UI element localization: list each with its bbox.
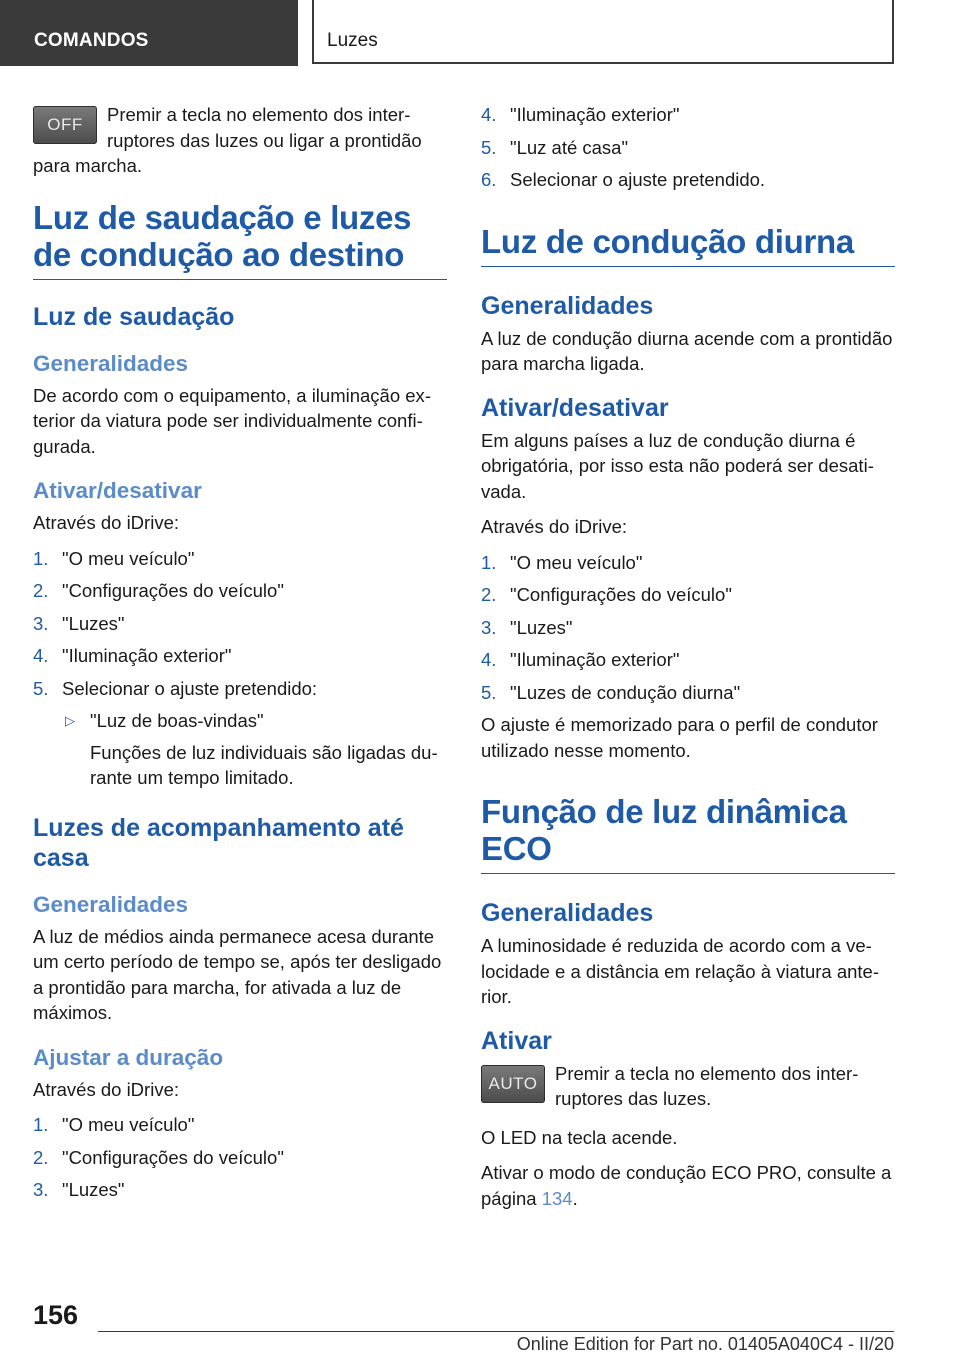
- list-item: 4. "Iluminação exterior": [33, 645, 232, 666]
- steps-list-1: [33, 546, 447, 702]
- list-item: 5. "Luzes de condução diurna": [481, 681, 741, 703]
- heading-toggle-1: Ativar/desativar: [33, 478, 202, 503]
- right-column: [481, 102, 895, 1221]
- list-item: 2. "Configurações do veículo": [33, 1146, 284, 1168]
- paragraph-led: O LED na tecla acende.: [481, 1126, 678, 1148]
- heading-activate: Ativar: [481, 1026, 552, 1055]
- sub-item-description: Funções de luz individuais são ligadas durante um tempo limitado.: [90, 741, 438, 788]
- list-item: 1. "O meu veículo": [33, 547, 195, 569]
- section-title: COMANDOS: [0, 0, 298, 66]
- auto-key-instruction: [481, 1061, 895, 1117]
- heading-eco-light: Função de luz dinâmica ECO: [481, 793, 895, 874]
- sub-list-item: ▷ "Luz de boas-vindas": [33, 708, 447, 734]
- paragraph-idrive-1: Através do iDrive:: [33, 512, 179, 533]
- off-key-text: Premir a tecla no elemento dos interruptores das luzes ou ligar a prontidão para marcha.: [33, 104, 422, 176]
- list-item: 5. "Luz até casa": [481, 136, 629, 158]
- list-item: 2. "Configurações do veículo": [481, 584, 732, 605]
- list-item: 4. "Iluminação exterior": [481, 649, 680, 670]
- off-key-icon: OFF: [33, 106, 97, 144]
- heading-general-1: Generalidades: [33, 350, 189, 376]
- heading-welcome-light: Luz de saudação e luzes de condução ao destino: [33, 199, 447, 280]
- list-item: 3. "Luzes": [481, 616, 573, 638]
- paragraph-general-4: A luminosidade é reduzida de acordo com a velocidade e a distância em relação à viatura anterior.: [481, 935, 879, 1007]
- left-column: [33, 102, 447, 1210]
- list-item: 6. Selecionar o ajuste pretendido.: [481, 169, 766, 190]
- list-item: 1. "O meu veículo": [33, 1114, 195, 1135]
- heading-follow-me-home: Luzes de acompanhamento até casa: [33, 813, 404, 872]
- steps-list-continued: [481, 102, 895, 193]
- chapter-title: Luzes: [312, 0, 894, 64]
- paragraph-memorized: O ajuste é memorizado para o perfil de condutor utilizado nesse momento.: [481, 714, 878, 761]
- steps-list-2: [33, 1112, 447, 1203]
- heading-general-3: Generalidades: [481, 291, 654, 320]
- page-number: 156: [33, 1300, 79, 1330]
- paragraph-idrive-3: Através do iDrive:: [481, 516, 627, 537]
- steps-list-3: [481, 550, 895, 706]
- auto-key-icon: AUTO: [481, 1065, 545, 1103]
- paragraph-general-2: A luz de médios ainda permanece acesa durante um certo período de tempo se, após ter desligado a prontidão para marcha, for ativada a luz de máximos.: [33, 925, 442, 1023]
- footer-divider: [98, 1331, 894, 1332]
- list-item: 1. "O meu veículo": [481, 551, 643, 573]
- heading-welcome: Luz de saudação: [33, 302, 235, 331]
- list-item: 4. "Iluminação exterior": [481, 104, 680, 125]
- triangle-bullet-icon: ▷: [65, 713, 75, 728]
- list-item: 3. "Luzes": [33, 612, 125, 634]
- heading-general-4: Generalidades: [481, 899, 654, 927]
- heading-toggle-2: Ativar/desativar: [481, 393, 669, 422]
- paragraph-mandatory: Em alguns países a luz de condução diurna é obrigatória, por isso esta não poderá ser desativada.: [481, 429, 874, 502]
- off-key-instruction: [33, 102, 447, 179]
- auto-key-text: Premir a tecla no elemento dos interruptores das luzes.: [555, 1062, 859, 1109]
- list-item: 2. "Configurações do veículo": [33, 580, 284, 601]
- heading-general-2: Generalidades: [33, 891, 189, 917]
- heading-daytime-running-light: Luz de condução diurna: [481, 223, 895, 267]
- page-header: [0, 0, 960, 66]
- heading-duration: Ajustar a duração: [33, 1044, 224, 1070]
- paragraph-idrive-2: Através do iDrive:: [33, 1078, 179, 1100]
- paragraph-general-3: A luz de condução diurna acende com a prontidão para marcha ligada.: [481, 327, 893, 374]
- list-item: 5. Selecionar o ajuste pretendido:: [33, 677, 318, 699]
- edition-note: Online Edition for Part no. 01405A040C4 - II/20: [516, 1334, 894, 1354]
- page-reference-link[interactable]: 134: [541, 1187, 573, 1209]
- list-item: 3. "Luzes": [33, 1179, 125, 1200]
- paragraph-general-1: De acordo com o equipamento, a iluminação exterior da viatura pode ser individualmente configurada.: [33, 384, 431, 457]
- paragraph-eco-pro: Ativar o modo de condução ECO PRO, consulte a página 134.: [481, 1162, 892, 1209]
